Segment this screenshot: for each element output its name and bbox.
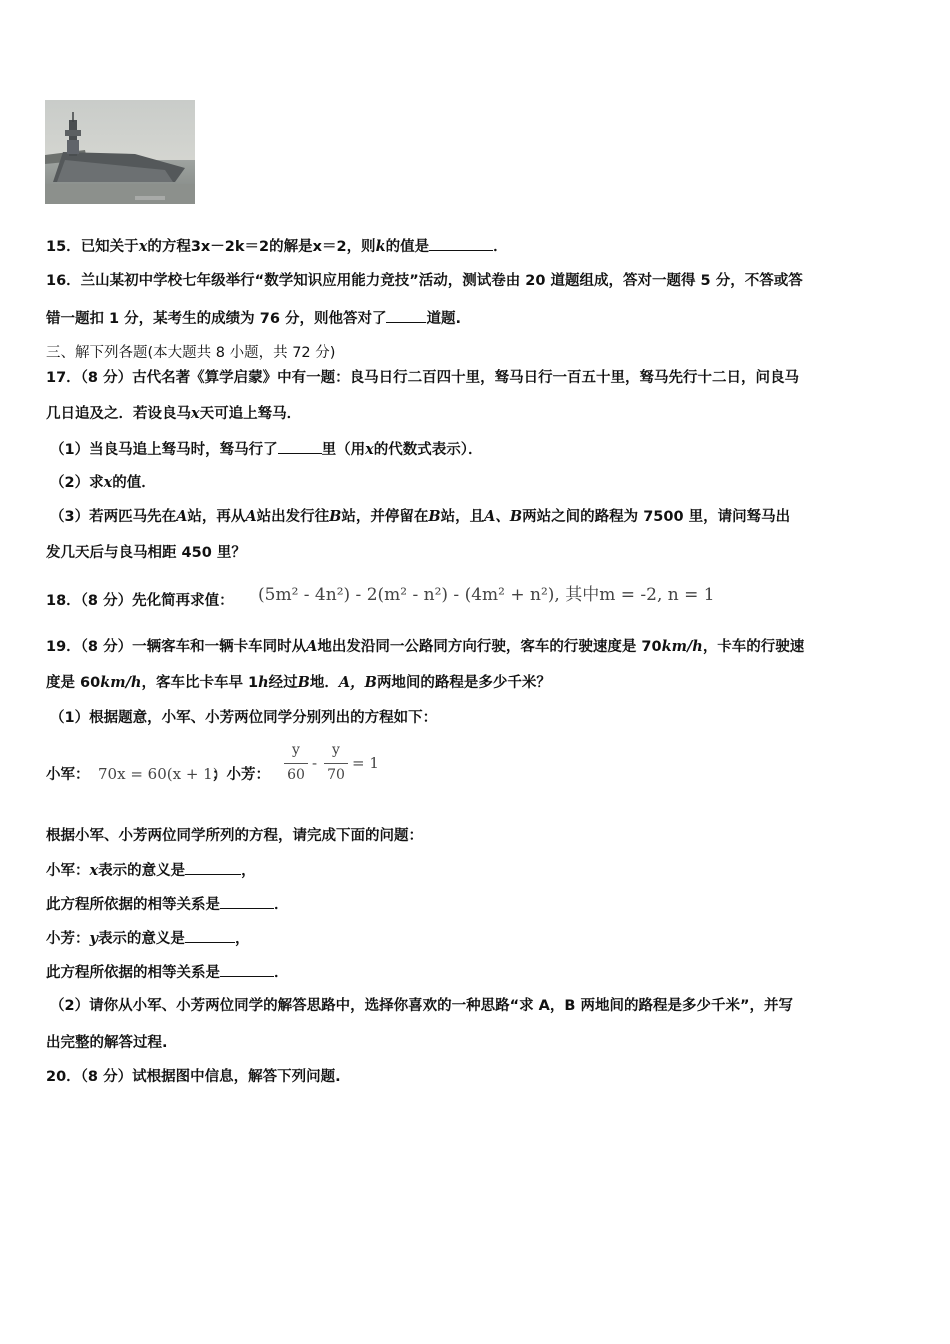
q19-text: 此方程所依据的相等关系是 [46,965,220,981]
q17-text: 天可追上驽马． [199,406,302,422]
q19-text: 表示的意义是 [98,863,186,879]
q17-1-var-x: x [365,441,374,458]
xiaojun-equation: 70x = 60(x + 1) [98,765,219,783]
xiaofang-frac2-denominator: 70 [327,767,345,783]
q19-text: 表示的意义是 [97,931,185,947]
question-19-line-2 [46,673,551,693]
question-16-line-1: 16．兰山某初中学校七年级举行“数学知识应用能力竞技”活动，测试卷由 20 道题组成，答对一题得 5 分，不答或答 [46,273,803,289]
q17-3-station-a: A [176,508,188,525]
question-19-line-1 [46,637,804,657]
q15-text: 的方程 [147,239,191,255]
q17-3-text: 站，并停留在 [341,509,429,525]
q19-place-b: B [297,674,310,691]
q16-text: 错一题扣 1 分，某考生的成绩为 76 分，则他答对了 [46,311,387,327]
question-17-part-1 [50,439,483,460]
q15-number: 15． [46,239,81,255]
q17-2-text: （2）求 [50,475,104,491]
q17-3-text: 站出发行往 [256,509,330,525]
xiaofang-frac2-bar [324,763,348,764]
q19-text: ，卡车的行驶速 [702,639,805,655]
q17-2-text: 的值． [112,475,156,491]
aircraft-carrier-photo [45,100,195,204]
q19-var-x: x [89,862,99,879]
q15-text: 已知关于 [80,239,139,255]
q19-text: 地出发沿同一公路同方向行驶，客车的行驶速度是 70 [317,639,662,655]
xiaofang-minus: - [312,754,318,772]
q17-3-text: 站，再从 [187,509,246,525]
question-17-part-3-line-1 [50,507,790,527]
q19-unit: km/h [100,674,142,691]
q17-var-x: x [191,405,200,422]
xiaofang-relation-blank[interactable] [220,962,274,977]
xiaofang-label: ；小芳： [212,767,270,783]
q15-var-k: k [375,238,386,255]
xiaofang-y-meaning [46,928,249,949]
q17-3-text: （3）若两匹马先在 [50,509,177,525]
q19-text: 19．（8 分）一辆客车和一辆卡车同时从 [46,639,307,655]
xiaofang-y-blank[interactable] [185,928,235,943]
q15-answer-blank[interactable] [429,236,493,251]
q15-text: 的值是 [385,239,430,255]
xiaofang-frac1-numerator: y [292,742,300,758]
q17-3-station-b: B [428,508,441,525]
xiaojun-relation [46,894,289,915]
q19-text: ， [241,863,256,879]
q19-places-ab: A，B [338,674,377,691]
q19-text: ， [234,931,250,947]
q19-text: 经过 [268,675,298,691]
xiaojun-x-blank[interactable] [185,860,241,875]
xiaofang-rhs: = 1 [352,754,379,772]
question-19-part-2-line-2: 出完整的解答过程. [46,1035,168,1051]
q19-text: ，客车比卡车早 1 [141,675,259,691]
question-15 [46,236,508,257]
question-19-follow: 根据小军、小芳两位同学所列的方程，请完成下面的问题： [46,828,423,844]
question-19-part-1: （1）根据题意，小军、小芳两位同学分别列出的方程如下： [50,710,438,726]
q19-place-a: A [306,638,318,655]
q15-var-x: x [138,238,148,255]
q17-3-text: 站，且 [440,509,485,525]
xiaofang-frac1-bar [284,763,308,764]
question-20: 20．（8 分）试根据图中信息，解答下列问题. [46,1069,341,1085]
xiaofang-frac1-denominator: 60 [287,767,305,783]
q17-3-text: 两站之间的路程为 7500 里，请问驽马出 [522,509,791,525]
q15-text: 的解是 [269,239,313,255]
question-17-line-2 [46,404,301,424]
question-17-line-1: 17．（8 分）古代名著《算学启蒙》中有一题：良马日行二百四十里，驽马日行一百五十里，驽马先行十二日，问良马 [46,370,800,386]
q19-text: 此方程所依据的相等关系是 [46,897,220,913]
question-17-part-2 [50,473,156,493]
q19-text: 小芳： [46,931,90,947]
question-18-expression: (5m² - 4n²) - 2(m² - n²) - (4m² + n²), 其中m = -2, n = 1 [258,585,715,605]
q19-text: ． [274,965,289,981]
q19-unit: km/h [661,638,703,655]
q17-3-stations-ab: A、B [484,508,523,525]
xiaojun-x-meaning [46,860,256,881]
q19-text: 小军： [46,863,90,879]
question-16-line-2 [46,308,461,329]
q15-equation: 3x－2k＝2 [190,239,270,255]
q17-1-answer-blank[interactable] [278,439,322,454]
q19-unit-h: h [258,674,269,691]
xiaojun-label: 小军： [46,767,90,783]
q19-text: 地． [309,675,339,691]
xiaofang-relation [46,962,289,983]
q17-text: 几日追及之．若设良马 [46,406,191,422]
q15-end: ． [493,239,508,255]
q17-1-text: 的代数式表示）． [373,442,483,458]
q15-solution: x＝2 [312,239,347,255]
xiaojun-relation-blank[interactable] [220,894,274,909]
q17-2-var-x: x [103,474,113,491]
question-18-label: 18．（8 分）先化简再求值： [46,593,234,609]
q19-text: ． [274,897,289,913]
q16-text: 道题. [426,311,461,327]
q19-var-y: y [89,930,98,947]
q17-1-text: 里（用 [321,442,366,458]
q19-text: 两地间的路程是多少千米？ [376,675,551,691]
q17-3-station-b: B [329,508,342,525]
q16-answer-blank[interactable] [386,308,426,323]
carrier-image-svg [45,100,195,204]
q17-1-text: （1）当良马追上驽马时，驽马行了 [50,442,278,458]
q15-text: ，则 [346,239,376,255]
question-17-part-3-line-2: 发几天后与良马相距 450 里？ [46,545,246,561]
q17-3-station-a: A [245,508,257,525]
question-19-part-2-line-1: （2）请你从小军、小芳两位同学的解答思路中，选择你喜欢的一种思路“求 A，B 两地间的路程是多少千米”，并写 [50,998,794,1014]
q19-text: 度是 60 [46,675,101,691]
section-3-heading: 三、解下列各题(本大题共 8 小题，共 72 分) [46,345,336,361]
xiaofang-frac2-numerator: y [332,742,340,758]
